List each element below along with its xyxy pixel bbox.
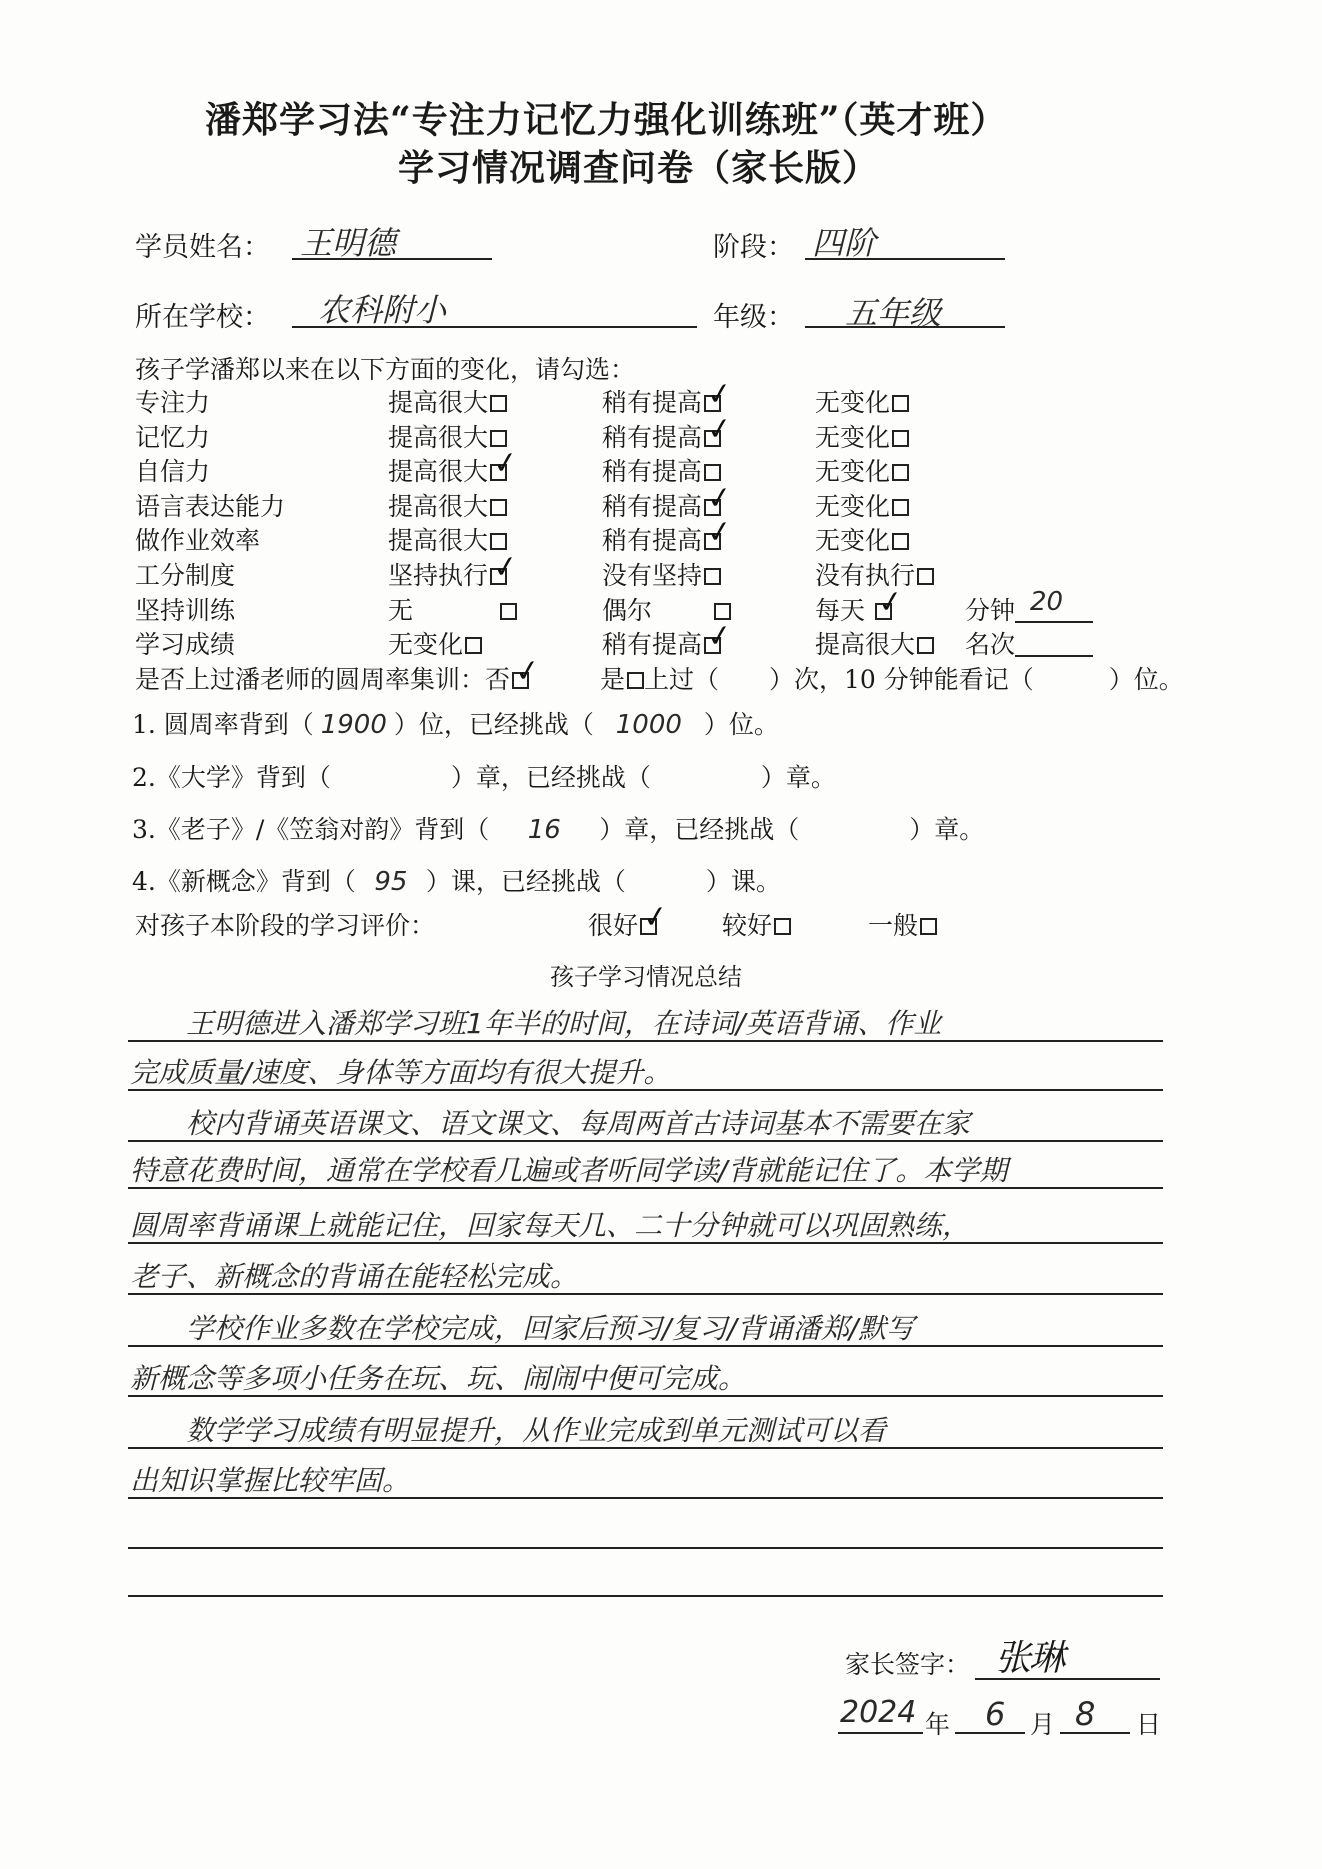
change-checkbox[interactable] xyxy=(500,603,517,620)
change-option-label: 无变化 xyxy=(815,457,891,486)
q3-value1: 16 xyxy=(527,815,561,845)
change-option-label: 提高很大 xyxy=(388,526,489,555)
change-extra-label: 名次 xyxy=(965,630,1016,659)
change-option-label: 无 xyxy=(388,596,414,625)
summary-rule-line xyxy=(128,1595,1163,1597)
change-option xyxy=(388,487,507,523)
eval-option-2 xyxy=(722,906,791,942)
pi-yes-label: 是 xyxy=(600,665,626,694)
change-option xyxy=(602,556,721,592)
change-option xyxy=(388,591,517,627)
change-checkbox[interactable] xyxy=(892,430,909,447)
change-option-label: 稍有提高 xyxy=(602,526,703,555)
signature-underline xyxy=(975,1678,1160,1680)
change-option xyxy=(815,556,934,592)
school-label: 所在学校： xyxy=(135,302,270,333)
summary-handwritten-line: 老子、新概念的背诵在能轻松完成。 xyxy=(130,1260,579,1293)
q1-text-c: ）位。 xyxy=(703,710,779,739)
change-option xyxy=(388,383,507,419)
change-checkbox[interactable] xyxy=(704,533,721,550)
change-checkbox[interactable] xyxy=(892,464,909,481)
change-option-label: 提高很大 xyxy=(388,457,489,486)
stage-label: 阶段： xyxy=(713,232,794,263)
change-option xyxy=(388,625,482,661)
change-checkbox[interactable] xyxy=(875,603,892,620)
change-checkbox[interactable] xyxy=(490,395,507,412)
date-year: 2024 xyxy=(840,1695,917,1730)
change-option-label: 没有坚持 xyxy=(602,561,703,590)
q1-value1: 1900 xyxy=(320,710,387,740)
change-item-label: 记忆力 xyxy=(135,423,211,452)
change-option-label: 无变化 xyxy=(815,526,891,555)
change-checkbox[interactable] xyxy=(704,568,721,585)
name-label: 学员姓名： xyxy=(135,232,270,263)
change-option-label: 稍有提高 xyxy=(602,492,703,521)
change-checkbox[interactable] xyxy=(892,533,909,550)
date-day: 8 xyxy=(1075,1695,1096,1733)
name-underline xyxy=(292,258,492,260)
change-checkbox[interactable] xyxy=(892,395,909,412)
summary-handwritten-line: 学校作业多数在学校完成，回家后预习/复习/背诵潘郑/默写 xyxy=(130,1312,915,1345)
change-option-label: 提高很大 xyxy=(815,630,916,659)
changes-prompt: 孩子学潘郑以来在以下方面的变化，请勾选： xyxy=(135,355,636,384)
year-unit: 年 xyxy=(925,1710,951,1739)
change-extra-label: 分钟 xyxy=(965,596,1016,625)
stage-value: 四阶 xyxy=(812,224,877,262)
change-checkbox[interactable] xyxy=(917,637,934,654)
change-option-label: 稍有提高 xyxy=(602,457,703,486)
change-option-label: 无变化 xyxy=(815,388,891,417)
school-underline xyxy=(292,326,697,328)
change-option-label: 提高很大 xyxy=(388,423,489,452)
progress-q2 xyxy=(132,758,836,794)
survey-subtitle: 学习情况调查问卷（家长版） xyxy=(398,147,880,189)
evaluation-label: 对孩子本阶段的学习评价： xyxy=(135,911,436,940)
change-option xyxy=(815,452,909,488)
q3-text-a: 3.《老子》/《笠翁对韵》背到（ xyxy=(132,815,490,844)
q1-value2: 1000 xyxy=(615,710,682,740)
summary-handwritten-line: 校内背诵英语课文、语文课文、每周两首古诗词基本不需要在家 xyxy=(130,1107,971,1140)
summary-handwritten-line: 完成质量/速度、身体等方面均有很大提升。 xyxy=(130,1056,672,1089)
change-option xyxy=(815,418,909,454)
q2-text-c: ）章。 xyxy=(760,763,836,792)
summary-handwritten-line: 特意花费时间，通常在学校看几遍或者听同学读/背就能记住了。本学期 xyxy=(130,1154,1008,1187)
eval-opt3-label: 一般 xyxy=(868,911,919,940)
change-option-label: 无变化 xyxy=(815,492,891,521)
grade-underline xyxy=(805,326,1005,328)
day-underline xyxy=(1060,1732,1130,1734)
name-value: 王明德 xyxy=(300,224,397,262)
change-option xyxy=(602,521,721,557)
eval-opt3-checkbox[interactable] xyxy=(920,918,937,935)
year-underline xyxy=(838,1732,923,1734)
change-option-label: 没有执行 xyxy=(815,561,916,590)
change-option-label: 偶尔 xyxy=(602,596,653,625)
change-option-label: 稍有提高 xyxy=(602,630,703,659)
change-option xyxy=(602,452,721,488)
change-item-label: 自信力 xyxy=(135,457,211,486)
change-option xyxy=(815,625,934,661)
change-extra-underline xyxy=(1015,621,1093,623)
pi-training-detail: 上过（ ）次，10 分钟能看记（ ）位。 xyxy=(644,665,1184,694)
change-checkbox[interactable] xyxy=(490,430,507,447)
summary-handwritten-line: 王明德进入潘郑学习班1年半的时间，在诗词/英语背诵、作业 xyxy=(130,1007,942,1040)
change-option xyxy=(388,521,507,557)
change-checkbox[interactable] xyxy=(704,430,721,447)
summary-handwritten-line: 数学学习成绩有明显提升，从作业完成到单元测试可以看 xyxy=(130,1414,887,1447)
pi-no-checkbox[interactable] xyxy=(512,672,529,689)
eval-opt2-label: 较好 xyxy=(722,911,773,940)
change-option xyxy=(602,625,721,661)
change-item-label: 坚持训练 xyxy=(135,596,236,625)
change-option xyxy=(388,418,507,454)
q4-text-a: 4.《新概念》背到（ xyxy=(132,867,356,896)
progress-q1 xyxy=(132,705,779,741)
q2-text-b: ）章，已经挑战（ xyxy=(450,763,651,792)
date-month: 6 xyxy=(985,1695,1006,1733)
change-option xyxy=(815,591,892,627)
q1-text-a: 1. 圆周率背到（ xyxy=(132,710,314,739)
eval-option-3 xyxy=(868,906,937,942)
summary-heading: 孩子学习情况总结 xyxy=(550,963,742,991)
grade-value: 五年级 xyxy=(845,294,942,332)
signature-label: 家长签字： xyxy=(845,1650,971,1679)
change-option-label: 无变化 xyxy=(388,630,464,659)
eval-opt1-label: 很好 xyxy=(588,911,639,940)
summary-handwritten-line: 出知识掌握比较牢固。 xyxy=(130,1464,411,1497)
eval-opt1-checkbox[interactable] xyxy=(640,918,657,935)
change-checkbox[interactable] xyxy=(704,637,721,654)
change-option-label: 每天 xyxy=(815,596,866,625)
q3-text-b: ）章，已经挑战（ xyxy=(599,815,800,844)
change-checkbox[interactable] xyxy=(490,464,507,481)
change-checkbox[interactable] xyxy=(892,499,909,516)
change-option-label: 提高很大 xyxy=(388,388,489,417)
q3-text-c: ）章。 xyxy=(909,815,985,844)
change-item-label: 工分制度 xyxy=(135,561,236,590)
change-option-label: 坚持执行 xyxy=(388,561,489,590)
month-unit: 月 xyxy=(1030,1710,1056,1739)
change-option xyxy=(815,487,909,523)
q4-value1: 95 xyxy=(374,867,408,897)
survey-title: 潘郑学习法“专注力记忆力强化训练班”（英才班） xyxy=(205,99,1008,141)
pi-training-prefix: 是否上过潘老师的圆周率集训： xyxy=(135,665,486,694)
parent-signature: 张琳 xyxy=(995,1638,1064,1679)
pi-training-question xyxy=(135,660,529,696)
q1-text-b: ）位，已经挑战（ xyxy=(393,710,594,739)
change-checkbox[interactable] xyxy=(490,568,507,585)
change-checkbox[interactable] xyxy=(704,499,721,516)
stage-underline xyxy=(805,258,1005,260)
summary-handwritten-line: 圆周率背诵课上就能记住，回家每天几、二十分钟就可以巩固熟练， xyxy=(130,1209,971,1242)
change-item-label: 语言表达能力 xyxy=(135,492,286,521)
change-option xyxy=(388,556,507,592)
q4-text-c: ）课。 xyxy=(705,867,781,896)
change-option xyxy=(815,383,909,419)
change-extra-underline xyxy=(1015,655,1093,657)
pi-no-label: 否 xyxy=(485,665,511,694)
progress-q3 xyxy=(132,810,984,846)
change-option xyxy=(602,383,721,419)
progress-q4 xyxy=(132,862,781,898)
q4-text-b: ）课，已经挑战（ xyxy=(425,867,626,896)
change-option xyxy=(602,418,721,454)
change-checkbox[interactable] xyxy=(704,464,721,481)
summary-rule-line xyxy=(128,1547,1163,1549)
change-option-label: 稍有提高 xyxy=(602,423,703,452)
change-checkbox[interactable] xyxy=(465,637,482,654)
change-option-label: 稍有提高 xyxy=(602,388,703,417)
q2-text-a: 2.《大学》背到（ xyxy=(132,763,331,792)
grade-label: 年级： xyxy=(713,302,794,333)
pi-training-yes xyxy=(600,660,1184,696)
change-item-label: 学习成绩 xyxy=(135,630,236,659)
eval-option-1 xyxy=(588,906,657,942)
change-option-label: 提高很大 xyxy=(388,492,489,521)
day-unit: 日 xyxy=(1136,1710,1162,1739)
change-item-label: 专注力 xyxy=(135,388,211,417)
change-item-label: 做作业效率 xyxy=(135,526,261,555)
change-option xyxy=(602,487,721,523)
change-checkbox[interactable] xyxy=(490,499,507,516)
change-checkbox[interactable] xyxy=(917,568,934,585)
summary-handwritten-line: 新概念等多项小任务在玩、玩、闹闹中便可完成。 xyxy=(130,1362,747,1395)
eval-opt2-checkbox[interactable] xyxy=(774,918,791,935)
pi-yes-checkbox[interactable] xyxy=(627,672,644,689)
change-checkbox[interactable] xyxy=(490,533,507,550)
change-checkbox[interactable] xyxy=(704,395,721,412)
change-option xyxy=(388,452,507,488)
change-option xyxy=(815,521,909,557)
change-extra-value: 20 xyxy=(1030,587,1064,617)
change-option-label: 无变化 xyxy=(815,423,891,452)
school-value: 农科附小 xyxy=(318,291,447,329)
month-underline xyxy=(955,1732,1025,1734)
